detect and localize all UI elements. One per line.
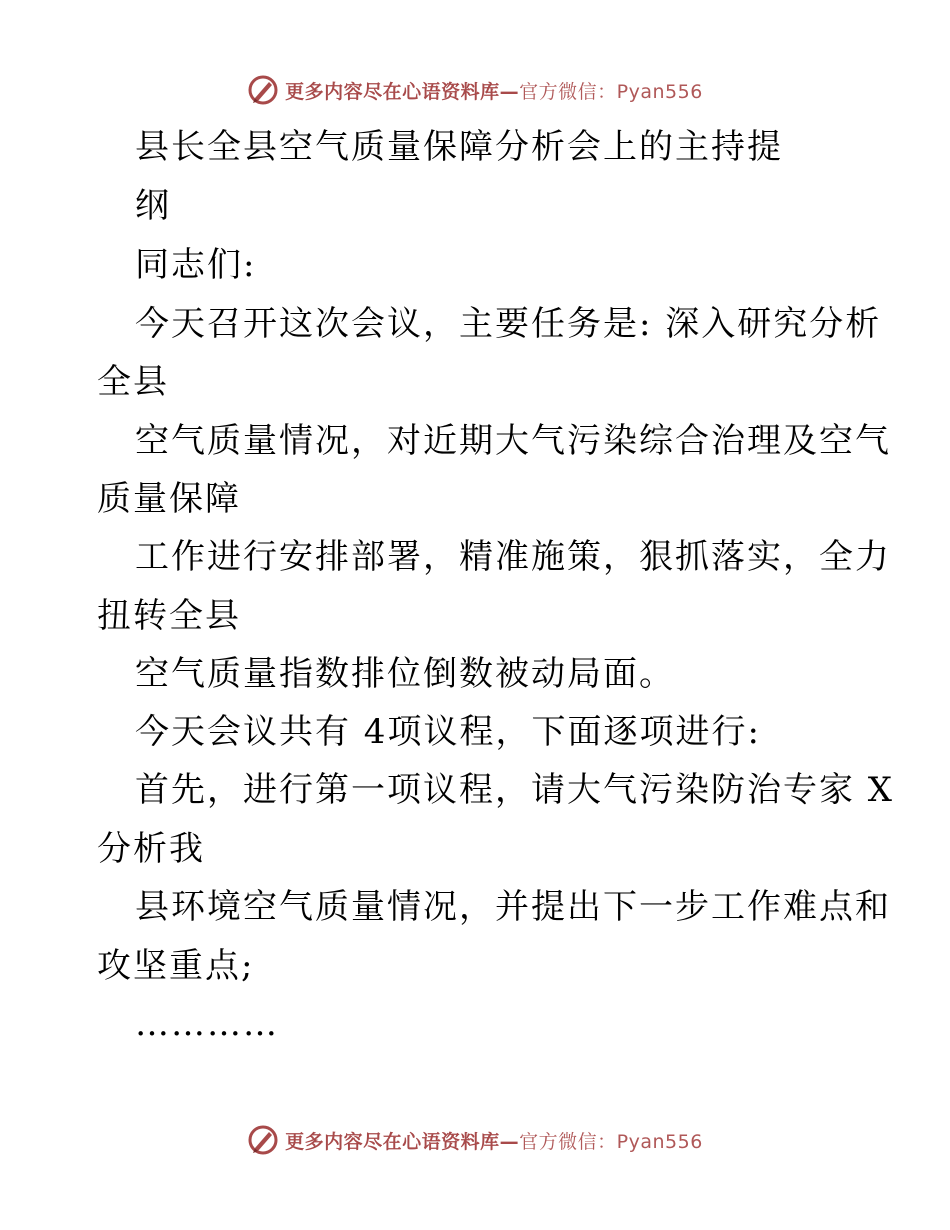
paragraph-1-line-1: 今天召开这次会议，主要任务是: 深入研究分析 (135, 304, 882, 344)
watermark-text: 更多内容尽在心语资料库—官方微信：Pyan556 (285, 1130, 703, 1153)
paragraph-6-line-2: 分析我 (97, 829, 205, 869)
paragraph-5: 今天会议共有 4项议程，下面逐项进行: (135, 712, 761, 752)
paragraph-7-line-2: 攻坚重点; (97, 946, 255, 986)
paragraph-3-line-2: 扭转全县 (97, 596, 241, 636)
paragraph-2-line-2: 质量保障 (97, 479, 241, 519)
greeting: 同志们: (135, 245, 257, 285)
paragraph-6-line-1: 首先，进行第一项议程，请大气污染防治专家 X (135, 770, 895, 810)
paragraph-4: 空气质量指数排位倒数被动局面。 (135, 654, 675, 694)
paragraph-1-line-2: 全县 (97, 362, 169, 402)
footer-watermark (0, 1120, 950, 1160)
paragraph-2-line-1: 空气质量情况，对近期大气污染综合治理及空气 (135, 421, 891, 461)
ellipsis: ………… (135, 1004, 279, 1044)
header-watermark (0, 70, 950, 110)
paragraph-7-line-1: 县环境空气质量情况，并提出下一步工作难点和 (135, 887, 891, 927)
pen-logo-icon (247, 74, 279, 106)
watermark-text: 更多内容尽在心语资料库—官方微信：Pyan556 (285, 80, 703, 103)
doc-title-line-2: 纲 (135, 186, 171, 226)
paragraph-3-line-1: 工作进行安排部署，精准施策，狠抓落实，全力 (135, 537, 891, 577)
pen-logo-icon (247, 1124, 279, 1156)
doc-title-line-1: 县长全县空气质量保障分析会上的主持提 (135, 127, 783, 167)
